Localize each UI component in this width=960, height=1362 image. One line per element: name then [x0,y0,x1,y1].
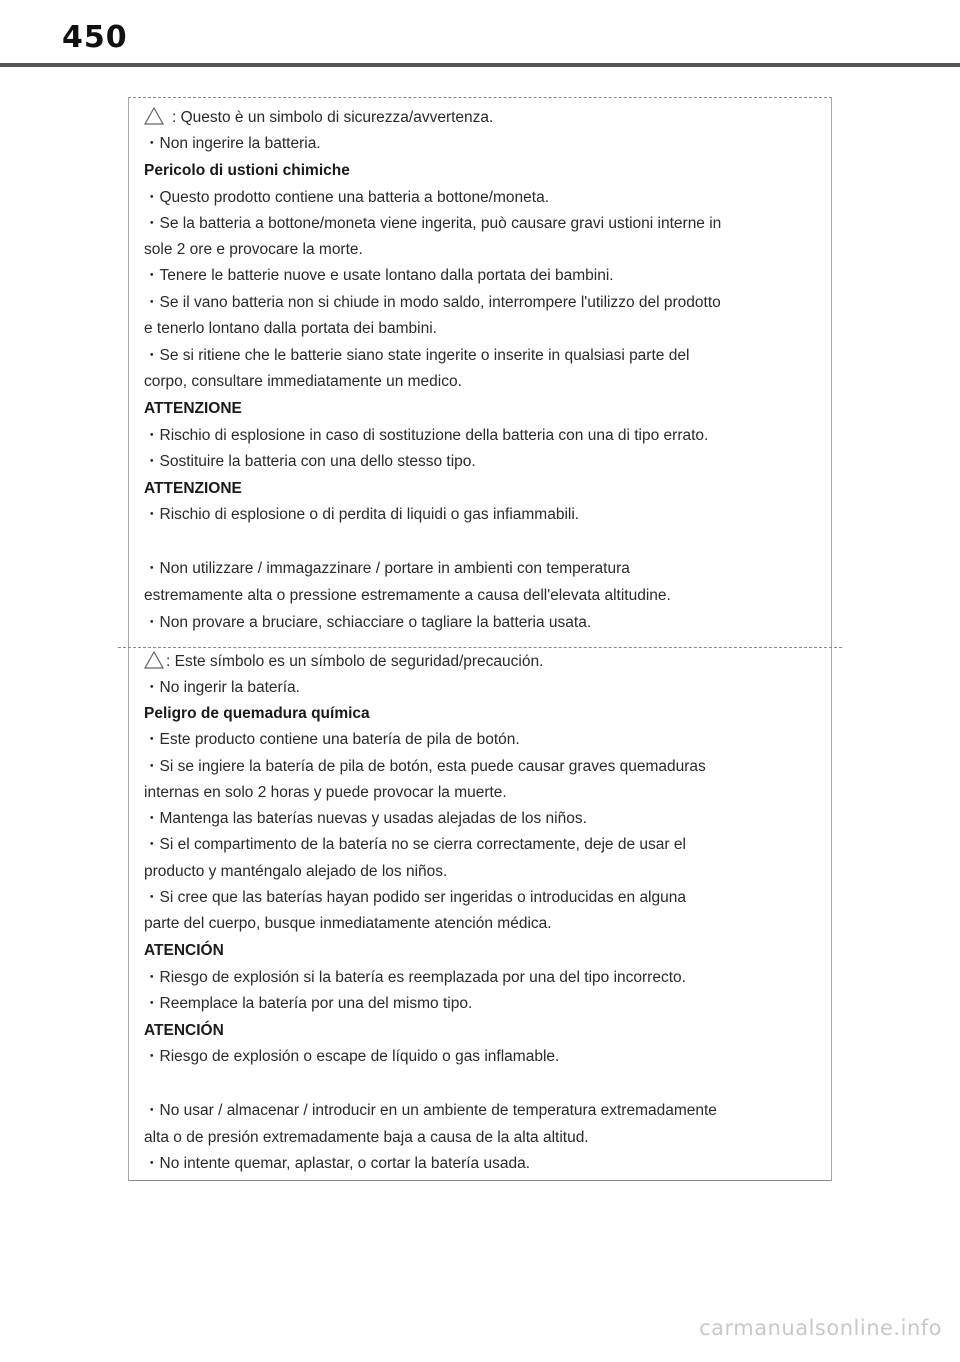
watermark: carmanualsonline.info [699,1316,942,1340]
list-item: ・No intente quemar, aplastar, o cortar la batería usada. [144,1155,531,1172]
box-border-right [831,97,832,1181]
list-item: ・Se si ritiene che le batterie siano state ingerite o inserite in qualsiasi parte del [144,347,690,364]
section-heading: Pericolo di ustioni chimiche [144,162,350,179]
section-heading: ATENCIÓN [144,942,224,959]
box-border-left [128,97,129,1181]
list-item: ・Questo prodotto contiene una batteria a bottone/moneta. [144,189,549,206]
language-divider [118,647,842,648]
section-heading: ATENCIÓN [144,1022,224,1039]
list-item: e tenerlo lontano dalla portata dei bambini. [144,320,437,337]
section-heading: Peligro de quemadura química [144,705,370,722]
list-item: ・Non provare a bruciare, schiacciare o tagliare la batteria usata. [144,614,592,631]
list-item: ・Mantenga las baterías nuevas y usadas alejadas de los niños. [144,810,587,827]
list-item: internas en solo 2 horas y puede provocar la muerte. [144,784,507,801]
list-item: ・Riesgo de explosión si la batería es reemplazada por una del tipo incorrecto. [144,969,686,986]
list-item: alta o de presión extremadamente baja a causa de la alta altitud. [144,1129,589,1146]
list-item: corpo, consultare immediatamente un medico. [144,373,462,390]
list-item: ・Reemplace la batería por una del mismo tipo. [144,995,473,1012]
box-border-top [128,97,832,98]
list-item: ・Este producto contiene una batería de pila de botón. [144,731,520,748]
list-item: ・Rischio di esplosione in caso di sostituzione della batteria con una di tipo errato. [144,427,709,444]
notice-box [128,97,832,1181]
section-heading: ATTENZIONE [144,480,242,497]
list-item: ・Tenere le batterie nuove e usate lontano dalla portata dei bambini. [144,267,614,284]
page-number: 450 [62,20,128,55]
italian-symbol-note: : Questo è un simbolo di sicurezza/avvertenza. [144,107,493,131]
list-item: parte del cuerpo, busque inmediatamente atención médica. [144,915,552,932]
warning-triangle-icon [144,107,164,131]
list-item: ・Non ingerire la batteria. [144,135,321,152]
list-item: ・Si se ingiere la batería de pila de botón, esta puede causar graves quemaduras [144,758,706,775]
list-item: ・Non utilizzare / immagazzinare / portare in ambienti con temperatura [144,560,630,577]
section-heading: ATTENZIONE [144,400,242,417]
header-rule [0,63,960,67]
list-item: sole 2 ore e provocare la morte. [144,241,363,258]
list-item: estremamente alta o pressione estremamente a causa dell'elevata altitudine. [144,587,671,604]
box-border-bottom [128,1180,832,1181]
list-item: ・Sostituire la batteria con una dello stesso tipo. [144,453,476,470]
list-item: ・No usar / almacenar / introducir en un ambiente de temperatura extremadamente [144,1102,717,1119]
list-item: ・Riesgo de explosión o escape de líquido o gas inflamable. [144,1048,560,1065]
warning-triangle-icon [144,651,164,675]
spanish-symbol-note: : Este símbolo es un símbolo de seguridad/precaución. [144,651,543,675]
list-item: ・Si el compartimento de la batería no se cierra correctamente, deje de usar el [144,836,686,853]
list-item: ・Si cree que las baterías hayan podido ser ingeridas o introducidas en alguna [144,889,686,906]
list-item: ・Se la batteria a bottone/moneta viene ingerita, può causare gravi ustioni interne in [144,215,722,232]
list-item: ・Rischio di esplosione o di perdita di liquidi o gas infiammabili. [144,506,580,523]
list-item: ・Se il vano batteria non si chiude in modo saldo, interrompere l'utilizzo del prodotto [144,294,721,311]
list-item: ・No ingerir la batería. [144,679,300,696]
list-item: producto y manténgalo alejado de los niños. [144,863,448,880]
